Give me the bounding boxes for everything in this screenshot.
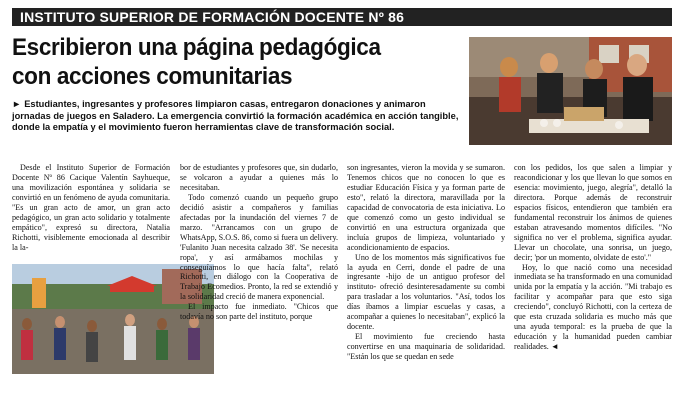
article-column-1	[12, 163, 170, 259]
lead-paragraph	[12, 99, 466, 134]
paragraph: bor de estudiantes y profesores que, sin dudarlo, se volcaron a ayudar a quienes más lo necesitaban.	[180, 163, 338, 192]
paragraph: Uno de los momentos más significativos fue la ayuda en Cerri, donde el padre de una ingresante -hijo de un antiguo profesor del instituto- ofreció desinteresadamente su combi para trasladar a los voluntarios. "Así, todos los días íbamos a limpiar escuelas y casas, a acompañar a quienes lo necesitaban", explicó la docente.	[347, 252, 505, 332]
article-column-4	[514, 163, 672, 378]
section-bar: INSTITUTO SUPERIOR DE FORMACIÓN DOCENTE Nº 86	[12, 8, 672, 26]
headline-line-1: Escribieron una página pedagógica	[12, 34, 381, 61]
paragraph: Desde el Instituto Superior de Formación Docente Nº 86 Cacique Valentín Sayhueque, una movilización espontánea y solidaria se convirtió en un fenómeno de ayuda comunitaria. "Es un gran acto de amor, un gran acto pedagógico, un gran acto solidario y totalmente empático", expresó su directora, Natalia Richotti, visiblemente emocionada al describir la la-	[12, 163, 170, 252]
paragraph: El movimiento fue creciendo hasta convertirse en una maquinaria de solidaridad. "Están los que se quedan en sede	[347, 332, 505, 362]
photo-volunteers-serving	[469, 37, 672, 145]
bullet-arrow-icon: ►	[12, 99, 22, 109]
article-column-3	[347, 163, 505, 378]
paragraph: son ingresantes, vieron la movida y se sumaron. Tenemos chicos que no conocen lo que es estudiar Educación Física y ya forman parte de esto", relató la directora, maravillada por la capacidad de convocatoria de esta iniciativa. Lo que comenzó como un gesto individual se convirtió en una estructura organizada que incluía grupos de limpieza, voluntariado y acondicionamiento de espacios.	[347, 163, 505, 252]
paragraph: Hoy, lo que nació como una necesidad inmediata se ha transformado en una comunidad unida por la empatía y la acción. "Mi trabajo es facilitar y acompañar para que esto siga creciendo", concluyó Richotti, con la certeza de que esta cruzada solidaria es mucho más que una ayuda temporal: es la prueba de que la educación y la humanidad pueden cambiar realidades. ◄	[514, 262, 672, 352]
paragraph: El impacto fue inmediato. "Chicos que todavía no son parte del instituto, porque	[180, 302, 338, 322]
photo-volunteers-image	[469, 37, 672, 145]
paragraph: Todo comenzó cuando un pequeño grupo decidió asistir a compañeros y familias afectadas por la inundación del viernes 7 de marzo. "Arrancamos con un grupo de WhatsApp, S.O.S. 86, como si fuera un delivery. 'Fulanito Juan necesita calzado 38'. 'Se necesita ropa', y así armábamos mochilas y conseguíamos lo que hacía falta", relató Richotti, en diálogo con la Cooperativa de Trabajo Ecomedios. Pronto, la red se extendió y la solidaridad creció de manera exponencial.	[180, 192, 338, 302]
article-column-2	[180, 163, 338, 378]
paragraph: con los pedidos, los que salen a limpiar y reacondicionar y los que llevan lo que somos en esencia: movimiento, juego, alegría", detalló la directora. Porque además de reconstruir espacios físicos, entendieron que también era fundamental reconstruir los ánimos de quienes estaban atravesando momentos difíciles. "No significa no ver el problema, significa ayudar. Llevar un chocolate, una sonrisa, un juego, decir; 'por un momento, olvidate de esto'."	[514, 163, 672, 262]
lead-text: Estudiantes, ingresantes y profesores limpiaron casas, entregaron donaciones y animaron jornadas de juegos en Saladero. La emergencia convirtió la formación académica en acción tangible, donde la empatía y el movimiento fueron herramientas clave de transformación social.	[12, 99, 459, 133]
headline	[12, 33, 426, 91]
headline-line-2: con acciones comunitarias	[12, 63, 293, 90]
